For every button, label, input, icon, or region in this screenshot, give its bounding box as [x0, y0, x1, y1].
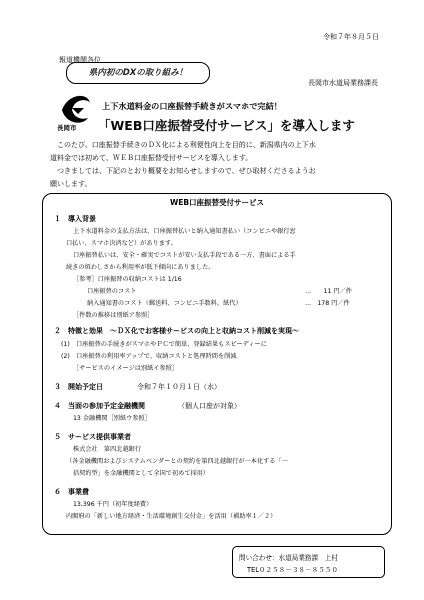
reference-link-b: ［サービスのイメージは別紙イ参照］: [73, 365, 179, 372]
cost-value-transfer: … 11 円／件: [305, 288, 352, 295]
section-6-line: 内閣府の「新しい地方経済・生活環境創生交付金」を活用（補助率１／２）: [66, 513, 277, 520]
intro-line-4: 願いします。: [50, 180, 92, 188]
section-1-line: 続きの煩わしさから利用率が低下傾向にありました。: [66, 264, 215, 271]
cost-value-notice: … 178 円／件: [305, 300, 350, 307]
section-2-heading: ２ 特徴と効果 ～ＤＸ化でお客様サービスの向上と収納コスト削減を実現～: [54, 327, 299, 335]
start-date-value: 令和７年１０月１日（水）: [137, 383, 221, 391]
section-6-line: 13,396 千円（初年度経費）: [73, 501, 153, 508]
box-title: WEB口座振替受付サービス: [169, 198, 265, 207]
city-label: 長岡市: [57, 124, 77, 132]
section-2-item: (2) 口座振替の利用率アップで、収納コストと処理時間を削減: [61, 353, 237, 360]
summary-box: [42, 193, 392, 535]
cost-label-transfer: 口座振替のコスト: [87, 288, 137, 295]
intro-line-2: 道料金では初めて、ＷＥＢ口座振替受付サービスを導入します。: [50, 154, 253, 162]
section-4-heading: ４ 当面の参加予定金融機関: [54, 402, 145, 410]
headline-title: 「WEB口座振替受付サービス」を導入します: [98, 118, 355, 133]
intro-line-3: つきましては、下記のとおり概要をお知らせしますので、ぜひ取材くださるようお: [57, 167, 316, 175]
section-5-heading: ５ サービス提供事業者: [54, 433, 131, 441]
contact-line-1: 問い合わせ：水道局業務課 上村: [239, 554, 338, 562]
section-4-note: （個人口座が対象）: [178, 402, 241, 410]
release-date: 令和７年８月５日: [323, 33, 379, 41]
badge-text: 県内初のDXの取り組み！: [88, 68, 188, 78]
section-1-heading: １ 導入背景: [54, 215, 96, 223]
contact-box: [232, 546, 385, 578]
section-5-line: 括契約型」を金融機関として全国で初めて採用）: [73, 470, 210, 477]
section-1-line: 口払い、スマホ決済など）があります。: [66, 240, 177, 247]
reference-link-a: ［件数の推移は別紙ア参照］: [73, 312, 154, 319]
section-3-heading: ３ 開始予定日: [54, 383, 103, 391]
section-2-item: (1) 口座振替の手続きがスマホやＰＣで簡単、登録結果もスピーディーに: [61, 341, 267, 348]
contact-phone: TEL０２５８－３８－８５５０: [247, 566, 338, 574]
nagaoka-city-logo-icon: [58, 88, 92, 128]
reference-note: ［参考］口座振替の収納コストは 1/16: [73, 276, 182, 283]
addressee: 報道機関各位: [59, 56, 101, 64]
section-1-line: 口座振替払いは、安全・確実でコストが安い支払手段である一方、書面による手: [73, 252, 296, 259]
section-1-line: 上下水道料金の支払方法は、口座振替払いと納入通知書払い（コンビニや銀行窓: [73, 228, 296, 235]
cost-label-notice: 納入通知書のコスト（郵送料、コンビニ手数料、紙代）: [87, 300, 242, 307]
intro-line-1: このたび、口座振替手続きのＤＸ化による利便性向上を目的に、新潟県内の上下水: [57, 141, 316, 149]
section-6-heading: ６ 事業費: [54, 488, 89, 496]
sender: 長岡市水道局業務課長: [308, 79, 378, 87]
section-4-line: 13 金融機関［別紙ウ参照］: [73, 415, 151, 422]
dx-badge: [66, 62, 210, 84]
headline-subtitle: 上下水道料金の口座振替手続きがスマホで完結！: [102, 101, 282, 111]
section-5-line: 株式会社 第四北越銀行: [73, 446, 142, 453]
section-5-line: （各金融機関およびシステムベンダーとの契約を第四北越銀行が一本化する「一: [66, 458, 288, 465]
